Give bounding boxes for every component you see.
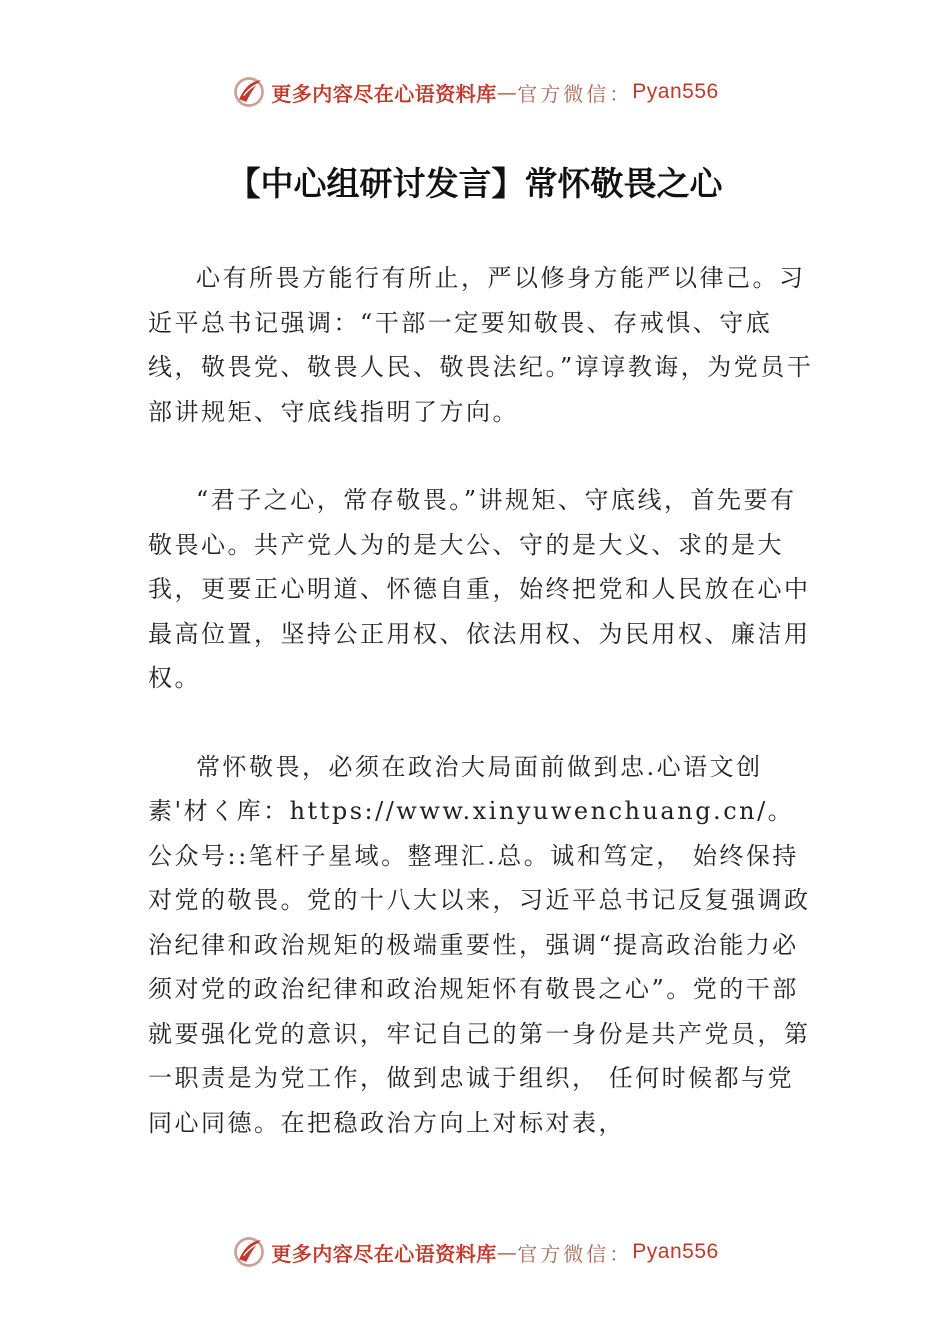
document-title: 【中心组研讨发言】常怀敬畏之心 xyxy=(227,164,723,203)
header-watermark xyxy=(0,72,950,112)
footer-slogan: 更多内容尽在心语资料库 xyxy=(271,1241,497,1266)
paragraph-2: “君子之心，常存敬畏。”讲规矩、守底线，首先要有敬畏心。共产党人为的是大公、守的是大义、求的是大我，更要正心明道、怀德自重，始终把党和人民放在心中最高位置，坚持公正用权、依法用权、为民用权、廉洁用权。 xyxy=(148,486,811,692)
paragraph-1: 心有所畏方能行有所止，严以修身方能严以律己。习近平总书记强调：“干部一定要知敬畏、存戒惧、守底线，敬畏党、敬畏人民、敬畏法纪。”谆谆教诲，为党员干部讲规矩、守底线指明了方向。 xyxy=(148,264,814,426)
header-wechat-id: Pyan556 xyxy=(632,80,719,103)
paragraph-3: 常怀敬畏，必须在政治大局面前做到忠.心语文创素'材く库：https://www.xinyuwenchuang.cn/。公众号::笔杆子星域。整理汇.总。诚和笃定， 始终保持对党的敬畏。党的十八大以来，习近平总书记反复强调政治纪律和政治规矩的极端重要性，强调“提高政治能力必须对党的政治纪律和政治规矩怀有敬畏之心”。党的干部就要强化党的意识，牢记自己的第一身份是共产党员，第一职责是为党工作，做到忠诚于组织， 任何时候都与党同心同德。在把稳政治方向上对标对表， xyxy=(148,752,811,1137)
header-dash: — xyxy=(496,80,518,104)
footer-dash: — xyxy=(496,1240,518,1264)
footer-watermark xyxy=(0,1232,950,1272)
document-body xyxy=(148,256,818,1145)
footer-wechat-label: 官方微信： xyxy=(517,1241,633,1266)
footer-wechat-id: Pyan556 xyxy=(632,1240,719,1263)
logo-icon xyxy=(231,74,267,110)
header-wechat-label: 官方微信： xyxy=(517,81,633,106)
header-slogan: 更多内容尽在心语资料库 xyxy=(271,81,497,106)
logo-icon xyxy=(231,1234,267,1270)
